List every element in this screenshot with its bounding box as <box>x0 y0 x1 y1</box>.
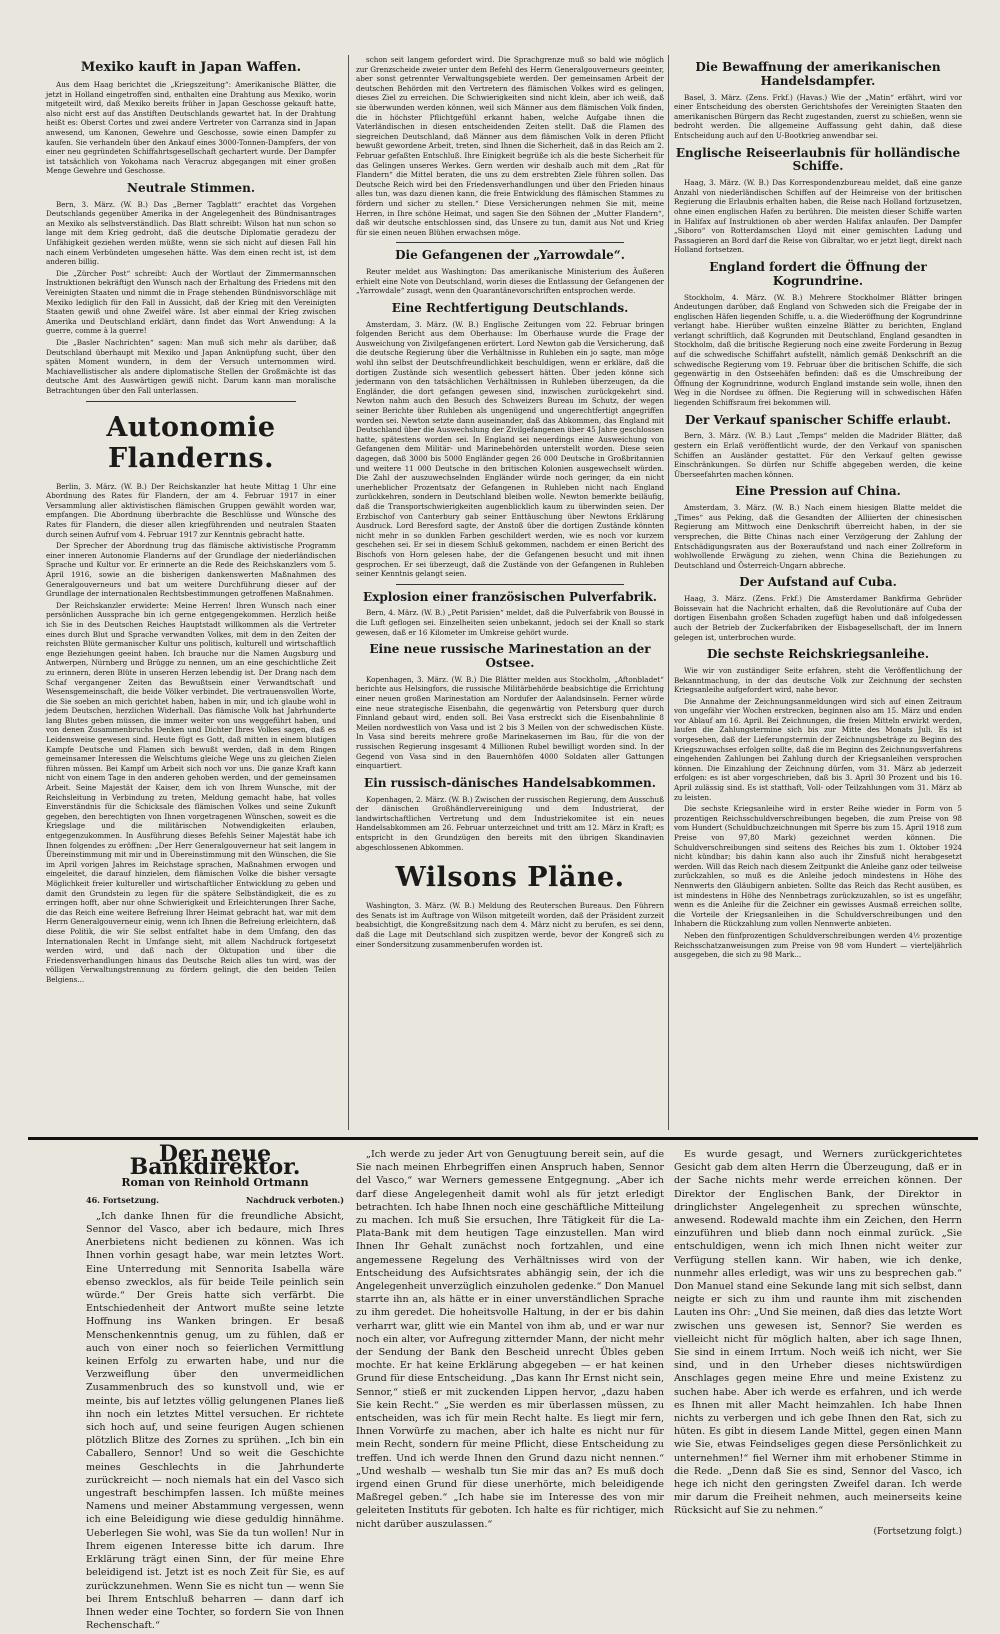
column-divider <box>348 55 349 1130</box>
article-flandern: Berlin, 3. März. (W. B.) Der Reichskanzler hat heute Mittag 1 Uhr eine Abordnung des Rates für Flandern, der am 4. Februar 1917 in einer Versammlung aller aktivistischen flämischen Gruppen gewählt worden war, empfangen. Die Abordnung überbrachte die Beschlüsse und Wünsche des Rates für Flandern, die dieser allen kriegführenden und neutralen Staaten durch seinen Aufruf vom 4. Februar 1917 zur Kenntnis gebracht hatte. <box>46 481 336 539</box>
article-mexiko: Aus dem Haag berichtet die „Kriegszeitung“: Amerikanische Blätter, die jetzt in Holland eingetroffen sind, enthalten eine Drahtung aus Mexiko, worin mitgeteilt wird, daß Mexiko bereits früher in Japan Geschosse gekauft hatte, also nicht erst auf das Anstiften Deutschlands gewartet hat. In der Drahtung heißt es: Oberst Cortes und zwei andere Vertreter von Carranza sind in Japan anwesend, um Kanonen, Gewehre und Geschosse, sowie einen Dampfer zu kaufen. Sie verhandeln über den Ankauf eines 3000-Tonnen-Dampfers, der von einer neu gegründeten Schiffahrtsgesellschaft gechartert wurde. Der Dampfer ist tatsächlich von Yokohama nach Veracruz abgegangen mit einer großen Menge Gewehre und Geschosse. <box>46 79 336 176</box>
headline-neutral: Neutrale Stimmen. <box>126 180 256 195</box>
article-kriegsanleihe-2: Die Annahme der Zeichnungsanmeldungen wird sich auf einen Zeitraum von ungefähr vier Wochen erstrecken, beginnen also am 15. März und enden vor Ablauf am 16. April. Bei Zeichnungen, die freien Mitteln erwirkt werden, laufen die Zahlungstermine sich bis zur Mitte des Monats Juli. Es ist vorgesehen, daß der Lieferungstermin der Zeichnungsbeträge zu Beginn des Kriegszuwachses erfolgen sollte, daß die im Beginn des Zeichnungsverfahrens eingehenden Zahlungen bei Zahlung durch der Kriegsanleihen versprochen können. Die Einzahlung der Zeichnung dürfen, vom 31. März ab jederzeit erfolgen: es ist aber vorgeschrieben, daß bis 3. April 30 Prozent und bis 16. April zulässig sind. Es ist statthaft, Voll- oder Teilzahlungen vom 31. März ab zu leisten. <box>674 696 962 802</box>
serial-text-3: Es wurde gesagt, und Werners zurückgerichtetes Gesicht gab dem alten Herrn die Überzeugung, daß er in der Sache nichts mehr werde erreichen können. Der Direktor der Englischen Bank, der Direktor in dringlichster Angelegenheit zu sprechen wünschte, anwesend. Rodewald machte ihm ein Zeichen, den Herrn einzuführen und blieb dann noch einmal zurück. „Sie entschuldigen, wenn ich mich Ihnen nicht weiter zur Verfügung stellen kann. Wir haben, wie ich denke, nunmehr alles erledigt, was wir uns zu besprechen gab.“ Don Manuel stand eine Sekunde lang mit sich selbst, dann neigte er sich zu ihm und raunte ihm mit zischenden Lauten ins Ohr: „Und Sie meinen, daß dies das letzte Wort zwischen uns gewesen ist, Sennor? Sie werden es vielleicht nicht für möglich halten, aber ich sage Ihnen, Sie sind in einem Irrtum. Noch weiß ich nicht, wer Sie sind, und in den Urheber dieses nichtswürdigen Anschlages gegen meine Ehre und meine Existenz zu suchen habe. Aber ich werde es erfahren, und ich werde es Ihnen mit aller Macht heimzahlen. Ich habe Ihnen nichts zu verbergen und ich gebe Ihnen den Rat, sich zu hüten. Es gibt in diesem Lande Mittel, gegen einen Mann wie Sie, etwas Feindseliges gegen diese Persönlichkeit zu unternehmen!“ fiel Werner ihm mit erhobener Stimme in die Rede. „Denn daß Sie es sind, Sennor del Vasco, ich hege ich nicht den geringsten Zweifel daran. Ich werde mir darum die Freiheit nehmen, auch meinerseits keine Rücksicht auf Sie zu nehmen.“ <box>674 1149 962 1517</box>
serial-column-1 <box>86 1141 344 1634</box>
headline-china: Eine Pression auf China. <box>735 484 901 499</box>
divider <box>86 401 296 402</box>
serial-note <box>86 1194 344 1207</box>
serial-continued-note: (Fortsetzung folgt.) <box>873 1526 962 1537</box>
headline-mexiko: Mexiko kauft in Japan Waffen. <box>80 60 302 75</box>
headline-kriegsanleihe: Die sechste Reichskriegsanleihe. <box>706 647 930 662</box>
article-cuba: Haag, 3. März. (Zens. Frkf.) Die Amsterdamer Bankfirma Gebrüder Boissevain hat die Nachricht erhalten, daß die Revolutionäre auf Cuba der dortigen Eisenbahn großen Schaden zugefügt haben und daß infolgedessen auch der Betrieb der Zuckerfabriken der Eisbagesellschaft, der im Innern gelegen ist, unterbrochen wurde. <box>674 594 962 642</box>
article-neutral: Bern, 3. März. (W. B.) Das „Berner Tagblatt“ erachtet das Vorgehen Deutschlands gegenüber Amerika in der Angelegenheit des Bündnisantrages an Mexiko als selbstverständlich. Das Blatt schreibt: Wilson hat nun schon so lange mit dem Krieg gedroht, daß die deutsche Diplomatie geradezu der Unfähigkeit geziehen werden müßte, wenn sie sich nicht auf diesen Fall hin nach einem Verbündeten umgesehen hätte. Was dem einen recht ist, ist dem anderen billig. <box>46 199 336 267</box>
article-marinestation: Kopenhagen, 3. März. (W. B.) Die Blätter melden aus Stockholm, „Aftonbladet“ berichte aus Helsingfors, die russische Militärbehörde beabsichtige die Errichtung einer neuen großen Marinestation am Nordufer der Aalandsinseln. Ferner würde eine neue strategische Eisenbahn, die gegenwärtig von Petersburg quer durch Finnland gebaut wird, enden soll. Bei Vasa erstreckt sich die Eisenbahnlinie 8 Meilen nordwestlich von Vasa und ist 2 bis 3 Meilen von der schwedischen Küste. In Vasa sind bereits mehrere große Marinekasernen im Bau, für die von der russischen Regierung insgesamt 4 Millionen Rubel bewilligt worden sind. In der Gegend von Vasa sind in den Bauernhöfen 4000 Soldaten aller Gattungen einquartiert. <box>356 674 664 771</box>
serial-text-1: „Ich danke Ihnen für die freundliche Absicht, Sennor del Vasco, aber ich bedaure, mich Ihres Anerbietens nicht bedienen zu können. Was ich Ihnen vorhin gesagt habe, war mein letztes Wort. Eine Unterredung mit Sennorita Isabella wäre ebenso zwecklos, als für beide Teile peinlich sein würde.“ Der Greis hatte sich verfärbt. Die Entschiedenheit der Antwort mußte seine letzte Hoffnung ins Wanken bringen. Er besaß Menschenkenntnis genug, um zu fühlen, daß er auch von einer noch so feierlichen Vermittlung keinen Erfolg zu erwarten habe, und nur die Verzweiflung über den unvermeidlichen Zusammenbruch des so kunstvoll und, wie er meinte, bis auf letztes völlig gelungenen Planes ließ ihn noch ein letztes Mittel versuchen. Er richtete sich hoch auf, und seine feurigen Augen schienen plötzlich Blitze des Zornes zu sprühen. „Ich bin ein Caballero, Sennor! Und so weit die Geschichte meines Geschlechts in die Jahrhunderte zurückreicht — noch niemals hat ein del Vasco sich ungestraft beschimpfen lassen. Ich müßte meines Namens und meiner Abstammung vergessen, wenn ich eine Beleidigung wie diese geduldig hinnähme. Ueberlegen Sie wohl, was Sie da tun wollen! Nur in Ihrem eigenen Interesse bitte ich darum. Ihre Erklärung trägt einen Sinn, der für meine Ehre beleidigend ist. Jetzt ist es noch Zeit für Sie, es auf zurückzunehmen. Wenn Sie es nicht tun — wenn Sie bei Ihrem Entschluß beharren — dann darf ich Ihnen weder eine Tochter, so fordern Sie von Ihnen Rechenschaft.“ <box>86 1210 344 1632</box>
serial-text-2: „Ich werde zu jeder Art von Genugtuung bereit sein, auf die Sie nach meinen Ehrbegriffen einen Anspruch haben, Sennor del Vasco,“ war Werners gemessene Entgegnung. „Aber ich darf diese Angelegenheit damit wohl als für jetzt erledigt betrachten. Ich habe Ihnen noch eine geschäftliche Mitteilung zu machen. Ich muß Sie ersuchen, Ihre Tätigkeit für die La-Plata-Bank mit dem heutigen Tage einzustellen. Man wird Ihnen Ihr Gehalt zunächst noch fortzahlen, und eine angemessene Regelung des Verhältnisses wird von der Entscheidung des Aufsichtsrates abhängig sein, der ich die Angelegenheit unverzüglich einzuholen gedenke.“ Don Manuel starrte ihn an, als hätte er in einer unverständlichen Sprache zu ihm geredet. Die hoheitsvolle Haltung, in der er bis dahin verharrt war, glitt wie ein Mantel von ihm ab, und er war nur noch ein alter, vor Aufregung zitternder Mann, der nicht mehr der Sendung der Bank den Bescheid unrecht Übles geben mochte. Er hat keine Erklärung abgegeben — er hat keinen Grund für diese Entscheidung. „Das kann Ihr Ernst nicht sein, Sennor,“ stieß er mit zuckenden Lippen hervor, „dazu haben Sie kein Recht.“ „Sie werden es mir überlassen müssen, zu entscheiden, was ich für mein Recht halte. Es liegt mir fern, Ihnen Vorwürfe zu machen, aber ich halte es nicht nur für mein Recht, sondern für meine Pflicht, diese Entscheidung zu treffen. Und ich werde Ihnen den Grund dazu nicht nennen.“ „Und weshalb — weshalb tun Sie mir das an? Es muß doch irgend einen Grund für diese unerhörte, mich beleidigende Maßregel geben.“ „Ich habe sie im Interesse des von mir geleiteten Instituts für geboten. Ich halte es für richtiger, mich nicht darüber auszulassen.“ <box>356 1149 664 1530</box>
headline-kogrundrinne: England fordert die Öffnung der Kogrundrine. <box>709 259 927 288</box>
headline-explosion: Explosion einer französischen Pulverfabrik. <box>363 589 657 604</box>
serial-column-2 <box>356 1148 664 1533</box>
article-kriegsanleihe-4: Neben den fünfprozentigen Schuldverschreibungen werden 4½ prozentige Reichsschatzanweisungen zum Preise von 98 vom Hundert — vierteljährlich ausgegeben, die sich zu 98 Mark... <box>674 930 962 960</box>
article-kriegsanleihe-3: Die sechste Kriegsanleihe wird in erster Reihe wieder in Form von 5 prozentigen Reichsschuldverschreibungen begeben, die zum Preise von 98 vom Hundert (Schuldbuchzeichnungen mit Sperre bis zum 15. April 1918 zum Preise von 97,80 Mark) gezeichnet werden können. Die Schuldverschreibungen sind seitens des Reiches bis zum 1. Oktober 1924 nicht kündbar; bis dahin kann also auch ihr Zinsfuß nicht herabgesetzt werden. Will das Reich nach diesem Zeitpunkt die Anleihe ganz oder teilweise zurückzahlen, so muß es die Anleihe jedoch mindestens in Höhe des Nennwerts den Gläubigern anbieten. Sollte das Reich das Recht ausüben, es ist mindestens in Höhe des Nennbetrags zurückzuzahlen, so ist es ungefähr, wenn es die Anleihe für die Zeichner ein gewisses Ausmaß erreichen sollte, die Vorteile der Kriegsanleihen in die Schuldverschreibungen und den Inhabern die Rückzahlung zum vollen Nennwerte anbieten. <box>674 804 962 929</box>
article-spanische-schiffe: Bern, 3. März. (W. B.) Laut „Temps“ melden die Madrider Blätter, daß gestern ein Erlaß veröffentlicht wurde, der den Verkauf von spanischen Schiffen an Ausländer gestattet. Für den Verkauf gelten gewisse Einschränkungen. So dürfen nur Schiffe abgegeben werden, die keine Überseefahrten machen können. <box>674 431 962 479</box>
column-2 <box>356 55 664 951</box>
headline-wilson: Wilsons Pläne. <box>395 862 625 894</box>
article-bewaffnung: Basel, 3. März. (Zens. Frkf.) (Havas.) Wie der „Matin“ erfährt, wird vor einer Entscheidung des obersten Gerichtshofes der Vereinigten Staaten den amerikanischen Bürgern das Recht zugestanden, zuerst zu schießen, wenn sie bedroht werden. Die allgemeine Auffassung geht dahin, daß diese Entscheidung auch auf den U-Bootkrieg anwendbar sei. <box>674 92 962 140</box>
column-3 <box>674 55 962 962</box>
article-rechtfertigung: Amsterdam, 3. März. (W. B.) Englische Zeitungen vom 22. Februar bringen folgenden Bericht aus dem Oberhause: Im Oberhause wurde die Frage der Ausweichung von Zivilgefangenen erörtert. Lord Newton gab die Versicherung, daß die deutsche Regierung über die Verhältnisse in Ruhleben ein jo sagte, man möge wohl ihn selbst der Deutschfreundlichkeit beschuldigen, wenn er erkläre, daß die dortigen Zustände sich wesentlich gebessert hätten. Über jeden könne sich jedermann von den tatsächlichen Verhältnissen in Ruhleben überzeugen, da die Engländer, die dort gefangen gewesen sind, inzwischen zurückgekehrt sind. Newton nahm auch den Besuch des Schweizers Bureau im Schutz, der wegen seiner Berichte über Ruhleben als ungenügend und ungerechtfertigt angegriffen worden sei. Newton setzte dann auseinander, daß das Abkommen, das England mit Deutschland über die Auswechslung der Zivilgefangenen über 45 Jahre geschlossen hatte, spätestens worden sei. In England sei neuerdings eine Ausweichung von Gefangenen dem Militär- und Marinebehörden unterstellt worden. Diese seien dagegen, daß 3000 bis 5000 Engländer gegen 26 000 Deutsche in Großbritannien und weitere 11 000 Deutsche in den britischen Kolonien ausgewechselt würden. Die Zahl der auszuwechselnden Engländer würde noch geringer, da ein nicht unerheblicher Prozentsatz der Gefangenen in Ruhleben nicht nach England zurückkehren, sondern in Deutschland bleiben wolle. Newton bemerkte beiläufig, daß die Transportschwierigkeiten augenblicklich kaum zu überwinden seien. Der Erzbischof von Canterbury gab seiner Enttäuschung über Newtons Erklärung Ausdruck. Lord Beresford sagte, der Anstoß über die dortigen Zustände könnten nicht mehr in so dunklen Farben geschildert werden, wie es noch vor kurzem geschehen sei. Er sei in diesem Schluß gekommen, nachdem er einen Bericht des Bischofs von Horn gelesen habe, der die Gefangenen besucht und mit ihnen gesprochen. Er sei überzeugt, daß die Zustände von der Gefangenen in Ruhleben seiner Kenntnis gelangt seien. <box>356 319 664 579</box>
divider <box>396 584 624 585</box>
article-flandern-3: Der Reichskanzler erwiderte: Meine Herren! Ihren Wunsch nach einer persönlichen Aussprache bin ich gerne entgegengekommen. Herzlich heiße ich Sie in des Deutschen Reiches Hauptstadt willkommen als die Vertreter eines durch Blut und Sprache verwandten Volkes, mit dem in den Zeiten der reichsten Blüte germanischer Kultur uns politisch, kulturell und wirtschaftlich enge Beziehungen geeint haben. Ich brauche nur die Namen Augsburg und Antwerpen, Nürnberg und Brügge zu nennen, um an eine geschichtliche Zeit zu erinnern, deren Blüte in unseren Herzen lebendig ist. Der Drang nach dem Schaf vergangener Zeiten das Bewußtsein einer Verwandtschaft und Wesensgemeinschaft, die beide Völker verbindet. Die vertrauensvollen Worte, die Sie soeben an mich gerichtet haben, haben in mir, und ich glaube wohl in jedem Deutschen, herzlichen Widerhall. Das flämische Volk hat Jahrhunderte lang Blutes geben müssen, die immer weiter von uns weggeführt haben, und von denen Zusammenbruchs Denken und Dichter Ihres Volkes sagen, daß es Leidensweise gewesen sind. Heute fügt es Gott, daß mitten in einem blutigen Kampfe Deutsche und Flamen sich bewußt werden, daß in dem Ringen gemeinsamer Interessen die Welschtums gleiche Wege uns zu gleichen Zielen führen müssen. Bei Kampf um Arbeit sich noch vor uns. Die ganze Kraft kann nicht von einem Tage in den anderen gehoben werden, und der gemeinsamen Arbeit. Seine Majestät der Kaiser, dem ich von Ihrem Wunsche, mit der Reichsleitung in Verbindung zu treten, Meldung gemacht habe, hat volles Einverständnis für die Schicksale des flämischen Volkes und seine Zukunft gegeben, den berechtigten von Ihnen vorgetragenen Wünschen, soweit es die Kriegslage und die militärischen Notwendigkeiten erlauben, entgegenzukommen. In Ausführung dieses Befehls Seiner Majestät habe ich Ihnen folgendes zu eröffnen: „Der Herr Generalgouverneur hat seit langem in Übereinstimmung mit mir und in Übereinstimmung mit den Wünschen, die Sie im April vorigen Jahres im Reichstage sprachen, Maßnahmen erwogen und eingeleitet, die darauf hinzielen, dem flämischen Volke die bisher versagte Möglichkeit freier kultureller und wirtschaftlicher Entwicklung zu geben und damit den Grundstein zu legen für die spätere Selbständigkeit, die es zu erringen hofft, aber nur ohne Schwierigkeit und Erleichterungen Ihrer Sache, die das Reich eine weitere Befreiung Ihrer Heimat gebracht hat, war mit dem Herrn Generalgouverneur einig, wenn ich Ihnen die Befreiung erleichtern, daß diese Politik, die wir Sie selbst entfaltet habe in dem Umfang, den das Internationalen Recht in Umfange sieht, mit allem Nachdruck fortgesetzt werden wird, und daß nach der Oktupation und über die Friedensverhandlungen hinaus das Deutsche Reich alles tun wird, was der völligen Verwaltungstrennung zu fördern gelingt, die den beiden Teilen Belgiens... <box>46 600 336 984</box>
article-neutral-3: Die „Basler Nachrichten“ sagen: Man muß sich mehr als darüber, daß Deutschland überhaupt mit Mexiko und Japan Anknüpfung sucht, über den späten Moment wundern, in dem der Versuch unternommen wird. Machiavellistischer als andere diplomatische Stellen der Großmächte ist das deutsche Amt des Auswärtigen gewiß nicht. Darum kann man moralische Betrachtungen über den Fall unterlassen. <box>46 337 336 395</box>
serial-author: Roman von Reinhold Ortmann <box>121 1176 309 1190</box>
article-china: Amsterdam, 3. März. (W. B.) Nach einem hiesigen Blatte meldet die „Times“ aus Peking, daß die Gesandten der Alliierten der chinesischen Regierung am Mittwoch eine Denkschrift überreicht haben, in der sie versprechen, die Bitte Chinas nach einer Verzögerung der Zahlung der Entschädigungsraten aus der Boxeraufstand und nach einer Zollreform in wohlwollende Erwägung zu ziehen, wenn China die Beziehungen zu Deutschland und Österreich-Ungarn abbreche. <box>674 503 962 570</box>
headline-rechtfertigung: Eine Rechtfertigung Deutschlands. <box>391 300 629 315</box>
serial-reprint-notice: Nachdruck verboten.) <box>245 1194 344 1205</box>
headline-handelsabkommen: Ein russisch-dänisches Handelsabkommen. <box>364 775 656 790</box>
column-1 <box>46 55 336 987</box>
article-wilson: Washington, 3. März. (W. B.) Meldung des Reuterschen Bureaus. Den Führern des Senats ist im Auftrage von Wilson mitgeteilt worden, daß der Präsident zurzeit beabsichtigt, die Kongreßsitzung nach dem 4. März nicht zu berufen, es sei denn, daß die Lage mit Deutschland sich zuspitzen werde, bevor der Kongreß sich zu einer Sondersitzung zusammenberufen worden ist. <box>356 901 664 949</box>
article-kriegsanleihe: Wie wir von zuständiger Seite erfahren, steht die Veröffentlichung der Bekanntmachung, in der das deutsche Volk zur Zeichnung der sechsten Kriegsanleihe aufgefordert wird, nahe bevor. <box>674 665 962 695</box>
headline-reiseerlaubnis: Englische Reiseerlaubnis für holländische Schiffe. <box>675 145 961 174</box>
article-yarrowdale: Reuter meldet aus Washington: Das amerikanische Ministerium des Äußeren erhielt eine Note von Deutschland, worin dieses die Entlassung der Gefangenen der „Yarrowdale“ zusagt, wenn den Quarantänevorschriften entsprochen werde. <box>356 267 664 296</box>
headline-flandern: Autonomie Flanderns. <box>106 411 276 474</box>
article-neutral-2: Die „Zürcher Post“ schreibt: Auch der Wortlaut der Zimmermannschen Instruktionen bekräftigt den Wunsch nach der Erhaltung des Friedens mit den Vereinigten Staaten und nimmt die in Frage stehenden Bündnisvorschläge mit Mexiko lediglich für den Fall in Aussicht, daß der Krieg mit den Vereinigten Staaten gewiß und ohne Zweifel wäre. Ist aber einmal der Krieg zwischen Amerika und Deutschland erklärt, dann findet das Wort Anwendung: A la guerre, comme à la guerre! <box>46 268 336 336</box>
headline-spanische-schiffe: Der Verkauf spanischer Schiffe erlaubt. <box>684 412 952 427</box>
article-reiseerlaubnis: Haag, 3. März. (W. B.) Das Korrespondenzbureau meldet, daß eine ganze Anzahl von niederländischen Schiffen auf der Heimreise von der britischen Regierung die Erlaubnis erhalten haben, die Reise nach Holland fortzusetzen, ohne einen englischen Hafen zu berühren. Die meisten dieser Schiffe warten in Halifax auf Instruktionen ob aber werden Halifax anlaufen. Der Dampfer „Siboro“ von Rotterdamschen Lloyd mit einer gemischten Ladung und Passagieren an Bord darf die Reise von Gibraltar, wo er jetzt liegt, direkt nach Holland fortsetzen. <box>674 178 962 255</box>
article-kogrundrinne: Stockholm, 4. März. (W. B.) Mehrere Stockholmer Blätter bringen Andeutungen darüber, daß England von Schweden sich die Freigabe der in englischen Häfen liegenden Schiffe, u. a. die Wiederöffnung der Kogrundrinne verlangt habe. Hierüber wußten einzelne Blätter zu berichten, England verlangt schriftlich, daß Kogrunden mit Deutschland, England gesandten in Stockholm, daß die britische Regierung noch eine zweite Forderung in Bezug auf die schwedische Schiffahrt aufstellt, nämlich gemäß Denkschrift an die schwedische Regierung vom 19. Februar über die britischen Schiffe, die sich gegenwärtig in den Ostseehäfen befinden: daß es die Umschreibung der Öffnung der Kogrundrinne, wodurch England imstande sein wolle, ihnen den Weg in die Nordsee zu öffnen. Die Regierung will in schwedischen Häfen liegenden Schiffsraum frei bekommen will. <box>674 292 962 408</box>
headline-cuba: Der Aufstand auf Cuba. <box>739 575 897 590</box>
headline-bewaffnung: Die Bewaffnung der amerikanischen Handelsdampfer. <box>695 60 941 88</box>
serial-title: Der neue Bankdirektor. <box>129 1141 301 1181</box>
article-flandern-continued: schon seit langem gefordert wird. Die Sprachgrenze muß so bald wie möglich zur Grenzscheide zweier unter dem Befehl des Herrn Generalgouverneurs geeinter, aber sonst getrennter Verwaltungsgebiete werden. Der gemeinsamen Arbeit der deutschen Behörden mit den Vertretern des flämischen Volkes wird es gelingen, dieses Ziel zu erreichen. Die Schwierigkeiten sind nicht klein, aber ich weiß, daß sie überwunden werden können, weil sich Männer aus dem flämischen Volk finden, die in höchster Pflichtgefühl erkannt haben, welche Aufgabe ihnen die Vaterländischen in diesen entscheidenden Zeiten stellt. Daß die Flamen des siegreichen Deutschland, daß Männer aus dem flämischen Volk in deren Pflicht bewußt gewordene Arbeit, treten, sind Ihnen die Sicherheit, daß in das Reich am 2. Februar gefaßten Entschluß. Ihre Einigkeit begrüße ich als die beste Sicherheit für das Gelingen unseres Werkes. Gern werden wir deshalb auch mit dem „Rat für Flandern“ die Mittel beraten, die uns zu dem erstrebten Ziele führen sollen. Das Deutsche Reich wird bei den Friedensverhandlungen und über den Frieden hinaus alles tun, was dazu dienen kann, die freie Entwicklung des flämischen Stammes zu fördern und sicher zu stellen.“ Diese Versicherungen nehmen Sie mit, meine Herren, in Ihre schöne Heimat, und sagen Sie den Söhnen der „Mutter Flandern“, daß wir deutsche entschlossen sind, das Unsere zu tun, damit aus Not und Krieg für sie einen neuen Blühen erwachsen möge. <box>356 55 664 237</box>
divider <box>396 242 624 243</box>
column-divider <box>668 55 669 1130</box>
article-explosion: Bern, 4. März. (W. B.) „Petit Parisien“ meldet, daß die Pulverfabrik von Boussé in die Luft geflogen sei. Einzelheiten seien unbekannt, jedoch sei der Knall so stark gewesen, daß er 16 Kilometer im Umkreise gehört wurde. <box>356 608 664 637</box>
headline-marinestation: Eine neue russische Marinestation an der Ostsee. <box>369 642 651 671</box>
feuilleton-separator <box>28 1137 978 1140</box>
headline-yarrowdale: Die Gefangenen der „Yarrowdale“. <box>395 248 625 263</box>
serial-installment: 46. Fortsetzung. <box>86 1194 160 1205</box>
article-handelsabkommen: Kopenhagen, 2. März. (W. B.) Zwischen der russischen Regierung, dem Ausschuß der dänischen Großhändlervereinigung und dem Industrierat, der landwirtschaftlichen Vertretung und dem Industriekomitee ist ein neues Handelsabkommen am 26. Februar unterzeichnet und tritt am 12. März in Kraft; es entspricht in den Grundzügen den bereits mit den übrigen Skandinavien abgeschlossenen Abkommen. <box>356 794 664 852</box>
article-flandern-2: Der Sprecher der Abordnung trug das flämische aktivistische Programm einer inneren Autonomie Flanderns auf der Grundlage der niederländischen Sprache und Kultur vor. Er erinnerte an die Rede des Reichskanzlers vom 5. April 1916, sowie an die bisherigen dankenswerten Maßnahmen des Generalgouverneurs und bat um weitere Durchführung dieser auf der Grundlage der internationalen Rechtsbestimmungen getroffenen Maßnahmen. <box>46 541 336 599</box>
serial-column-3 <box>674 1148 962 1539</box>
